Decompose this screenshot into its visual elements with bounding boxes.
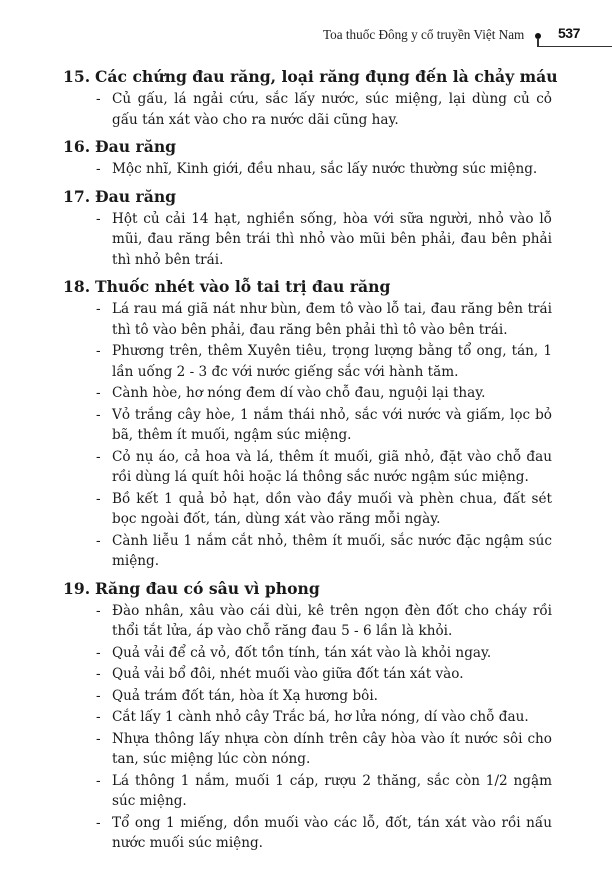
remedy-text: Lá thông 1 nắm, muối 1 cáp, rượu 2 thăng, sắc còn 1/2 ngậm súc miệng. <box>112 772 552 809</box>
dash-bullet: - <box>96 343 101 359</box>
remedy-item <box>63 383 583 404</box>
remedy-text: Củ gấu, lá ngải cứu, sắc lấy nước, súc miệng, lại dùng củ cỏ gấu tán xát vào cho ra nước dãi cũng hay. <box>112 91 552 128</box>
section-number: 18. <box>63 277 91 296</box>
remedy-list <box>63 299 583 572</box>
dash-bullet: - <box>96 602 101 619</box>
section-heading <box>63 276 583 298</box>
dash-bullet: - <box>96 730 101 747</box>
remedy-item <box>63 686 583 707</box>
remedy-item <box>63 209 583 271</box>
remedy-text: Quả vải để cả vỏ, đốt tồn tính, tán xát vào là khỏi ngay. <box>112 644 492 661</box>
remedy-item <box>63 299 583 340</box>
section-title: Thuốc nhét vào lỗ tai trị đau răng <box>95 277 391 296</box>
running-title: Toa thuốc Đông y cổ truyền Việt Nam <box>323 27 525 42</box>
remedy-text: Quả trám đốt tán, hòa ít Xạ hương bôi. <box>112 687 378 704</box>
dash-bullet: - <box>96 490 101 507</box>
page-header <box>0 24 612 52</box>
section-heading <box>63 578 583 600</box>
remedy-item <box>63 771 583 812</box>
section <box>63 276 583 572</box>
remedy-item <box>63 729 583 770</box>
remedy-item <box>63 341 583 382</box>
remedy-text: Mộc nhĩ, Kinh giới, đều nhau, sắc lấy nước thường súc miệng. <box>112 161 538 177</box>
remedy-text: Quả vải bổ đôi, nhét muối vào giữa đốt tán xát vào. <box>112 666 464 682</box>
dash-bullet: - <box>96 644 101 661</box>
section-title: Đau răng <box>95 137 177 156</box>
remedy-list <box>63 159 583 180</box>
remedy-text: Cành hòe, hơ nóng đem dí vào chỗ đau, nguội lại thay. <box>112 385 486 401</box>
page-body <box>63 66 583 860</box>
section-number: 16. <box>63 137 91 156</box>
dash-bullet: - <box>96 161 101 177</box>
remedy-text: Hột củ cải 14 hạt, nghiền sống, hòa với sữa người, nhỏ vào lỗ mũi, đau răng bên trái thì nhỏ vào mũi bên phải, đau bên phải thì nhỏ bên trái. <box>112 210 552 268</box>
section-heading <box>63 186 583 208</box>
remedy-list <box>63 89 583 130</box>
header-rule-horizontal <box>537 46 612 47</box>
section-title: Đau răng <box>95 186 177 206</box>
section-heading <box>63 66 583 88</box>
remedy-text: Cỏ nụ áo, cả hoa và lá, thêm ít muối, giã nhỏ, đặt vào chỗ đau rồi dùng lá quít hôi hoặc lá thông sắc nước ngậm súc miệng. <box>112 448 552 485</box>
dash-bullet: - <box>96 91 101 107</box>
dash-bullet: - <box>96 687 101 704</box>
remedy-item <box>63 664 583 685</box>
remedy-item <box>63 159 583 180</box>
remedy-text: Cắt lấy 1 cành nhỏ cây Trắc bá, hơ lửa nóng, dí vào chỗ đau. <box>112 709 529 725</box>
dash-bullet: - <box>96 666 101 682</box>
section-number: 17. <box>63 186 91 206</box>
dash-bullet: - <box>96 814 101 831</box>
dash-bullet: - <box>96 772 101 789</box>
remedy-text: Lá rau má giã nát như bùn, đem tô vào lỗ tai, đau răng bên trái thì tô vào bên phải, đau răng bên phải thì tô vào bên trái. <box>112 301 552 338</box>
dash-bullet: - <box>96 709 101 725</box>
dash-bullet: - <box>96 406 101 423</box>
remedy-item <box>63 531 583 572</box>
section-title: Các chứng đau răng, loại răng đụng đến là chảy máu <box>95 67 558 86</box>
remedy-item <box>63 643 583 664</box>
remedy-item <box>63 89 583 130</box>
remedy-text: Bồ kết 1 quả bỏ hạt, dồn vào đầy muối và phèn chua, đất sét bọc ngoài đốt, tán, dùng xát vào răng mỗi ngày. <box>112 490 552 527</box>
remedy-text: Đào nhân, xâu vào cái dùi, kê trên ngọn đèn đốt cho cháy rồi thổi tắt lửa, áp vào chỗ răng đau 5 - 6 lần là khỏi. <box>112 602 552 639</box>
remedy-text: Cành liễu 1 nắm cắt nhỏ, thêm ít muối, sắc nước đặc ngậm súc miệng. <box>112 532 552 569</box>
section <box>63 136 583 180</box>
section <box>63 66 583 130</box>
remedy-item <box>63 601 583 642</box>
section-title: Răng đau có sâu vì phong <box>95 578 320 598</box>
remedy-text: Vỏ trắng cây hòe, 1 nắm thái nhỏ, sắc với nước và giấm, lọc bỏ bã, thêm ít muối, ngậm súc miệng. <box>112 406 552 443</box>
dash-bullet: - <box>96 301 101 317</box>
remedy-item <box>63 405 583 446</box>
page-number: 537 <box>558 25 580 41</box>
remedy-list <box>63 209 583 271</box>
section-number: 15. <box>63 67 91 86</box>
dash-bullet: - <box>96 385 101 401</box>
remedy-item <box>63 447 583 488</box>
dash-bullet: - <box>96 448 101 465</box>
remedy-item <box>63 707 583 728</box>
section-number: 19. <box>63 578 91 598</box>
remedy-list <box>63 601 583 854</box>
section <box>63 186 583 271</box>
remedy-item <box>63 813 583 854</box>
remedy-text: Phương trên, thêm Xuyên tiêu, trọng lượng bằng tổ ong, tán, 1 lần uống 2 - 3 đc với nước giếng sắc với hành tăm. <box>112 343 552 380</box>
dash-bullet: - <box>96 210 101 227</box>
remedy-item <box>63 489 583 530</box>
section-heading <box>63 136 583 158</box>
section <box>63 578 583 854</box>
remedy-text: Nhựa thông lấy nhựa còn dính trên cây hòa vào ít nước sôi cho tan, súc miệng lúc còn nóng. <box>112 730 552 767</box>
remedy-text: Tổ ong 1 miếng, dồn muối vào các lỗ, đốt, tán xát vào rồi nấu nước muối súc miệng. <box>112 814 552 851</box>
dash-bullet: - <box>96 532 101 549</box>
